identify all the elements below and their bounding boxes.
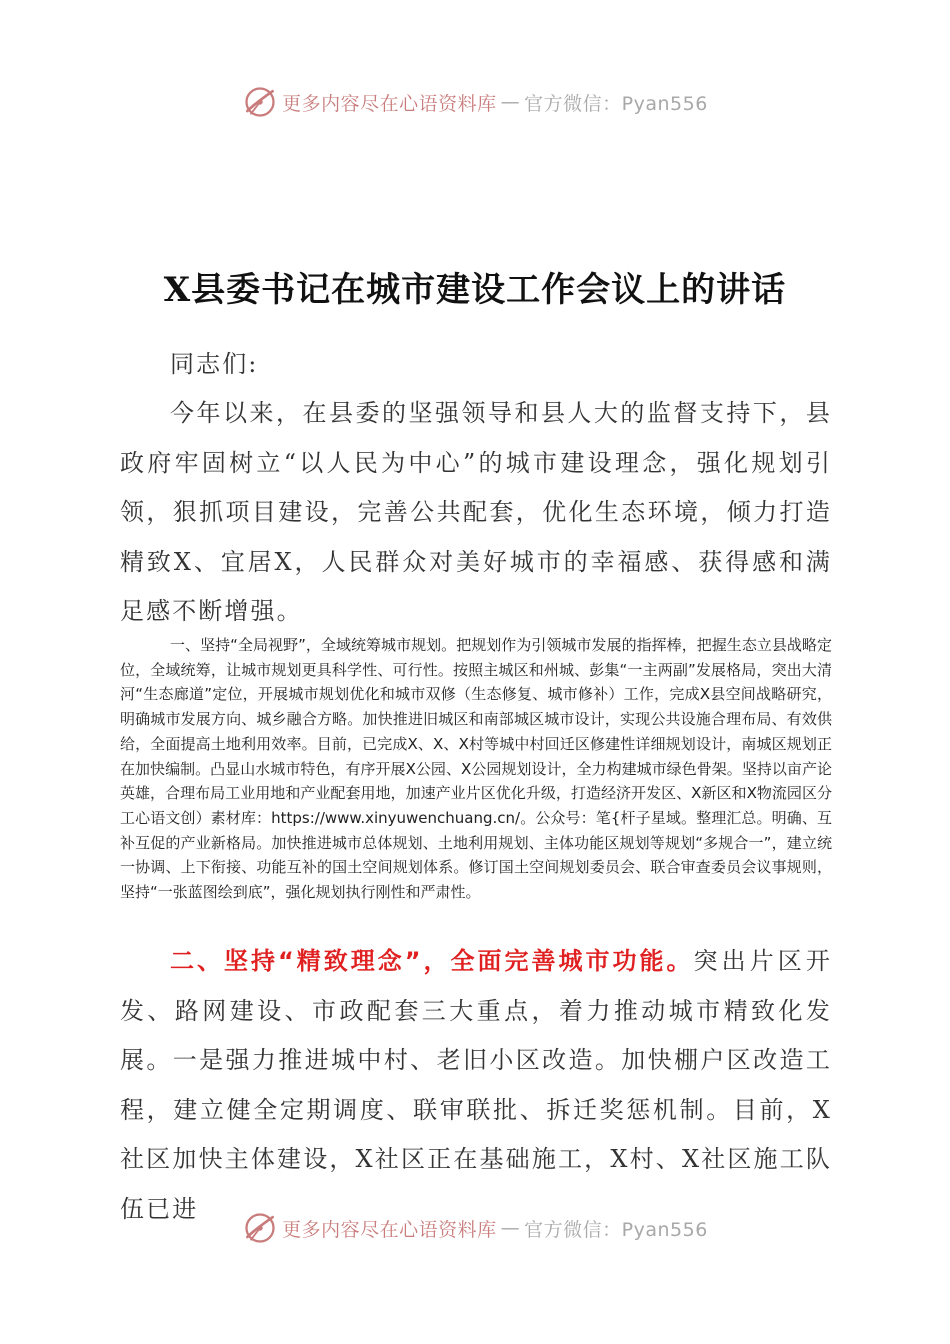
watermark-separator: —	[500, 1217, 521, 1239]
salutation: 同志们:	[170, 350, 259, 378]
section-1-paragraph: 一、坚持“全局视野”，全域统筹城市规划。把规划作为引领城市发展的指挥棒，把握生态立县战略定位，全域统筹，让城市规划更具科学性、可行性。按照主城区和州城、彭集“一主两副”发展格局，突出大清河“生态廊道”定位，开展城市规划优化和城市双修（生态修复、城市修补）工作，完成X县空间战略研究，明确城市发展方向、城乡融合方略。加快推进旧城区和南部城区城市设计，实现公共设施合理布局、有效供给，全面提高土地利用效率。目前，已完成X、X、X村等城中村回迁区修建性详细规划设计，南城区规划正在加快编制。凸显山水城市特色，有序开展X公园、X公园规划设计，全力构建城市绿色骨架。坚持以亩产论英雄，合理布局工业用地和产业配套用地，加速产业片区优化升级，打造经济开发区、X新区和X物流园区分工心语文创）素材库：https://www.xinyuwenchuang.cn/。公众号：笔{杆子星域。整理汇总。明确、互补互促的产业新格局。加快推进城市总体规划、土地利用规划、主体功能区规划等规划“多规合一”，建立统一协调、上下衔接、功能互补的国土空间规划体系。修订国土空间规划委员会、联合审查委员会议事规则，坚持“一张蓝图绘到底”，强化规划执行刚性和严肃性。	[120, 636, 832, 902]
watermark-brand: 更多内容尽在心语资料库	[282, 1218, 497, 1241]
intro-paragraph: 今年以来，在县委的坚强领导和县人大的监督支持下，县政府牢固树立“以人民为中心”的城市建设理念，强化规划引领，狠抓项目建设，完善公共配套，优化生态环境，倾力打造精致X、宜居X，人民群众对美好城市的幸福感、获得感和满足感不断增强。	[120, 399, 832, 626]
watermark-brand: 更多内容尽在心语资料库	[282, 92, 497, 115]
pen-logo-icon	[242, 1210, 278, 1246]
section-2-body: 突出片区开发、路网建设、市政配套三大重点，着力推动城市精致化发展。一是强力推进城中村、老旧小区改造。加快棚户区改造工程，建立健全定期调度、联审联批、拆迁奖惩机制。目前，X社区加快主体建设，X社区正在基础施工，X村、X社区施工队伍已进	[120, 947, 833, 1223]
footer-watermark	[0, 1208, 950, 1248]
section-2-paragraph	[120, 937, 832, 1235]
section-2-heading: 二、坚持“精致理念”，全面完善城市功能。	[170, 947, 694, 975]
pen-logo-icon	[242, 84, 278, 120]
watermark-contact: 官方微信：Pyan556	[524, 92, 708, 115]
watermark-separator: —	[500, 91, 521, 113]
header-watermark	[0, 82, 950, 122]
document-title: X县委书记在城市建设工作会议上的讲话	[163, 270, 787, 310]
watermark-contact: 官方微信：Pyan556	[524, 1218, 708, 1241]
